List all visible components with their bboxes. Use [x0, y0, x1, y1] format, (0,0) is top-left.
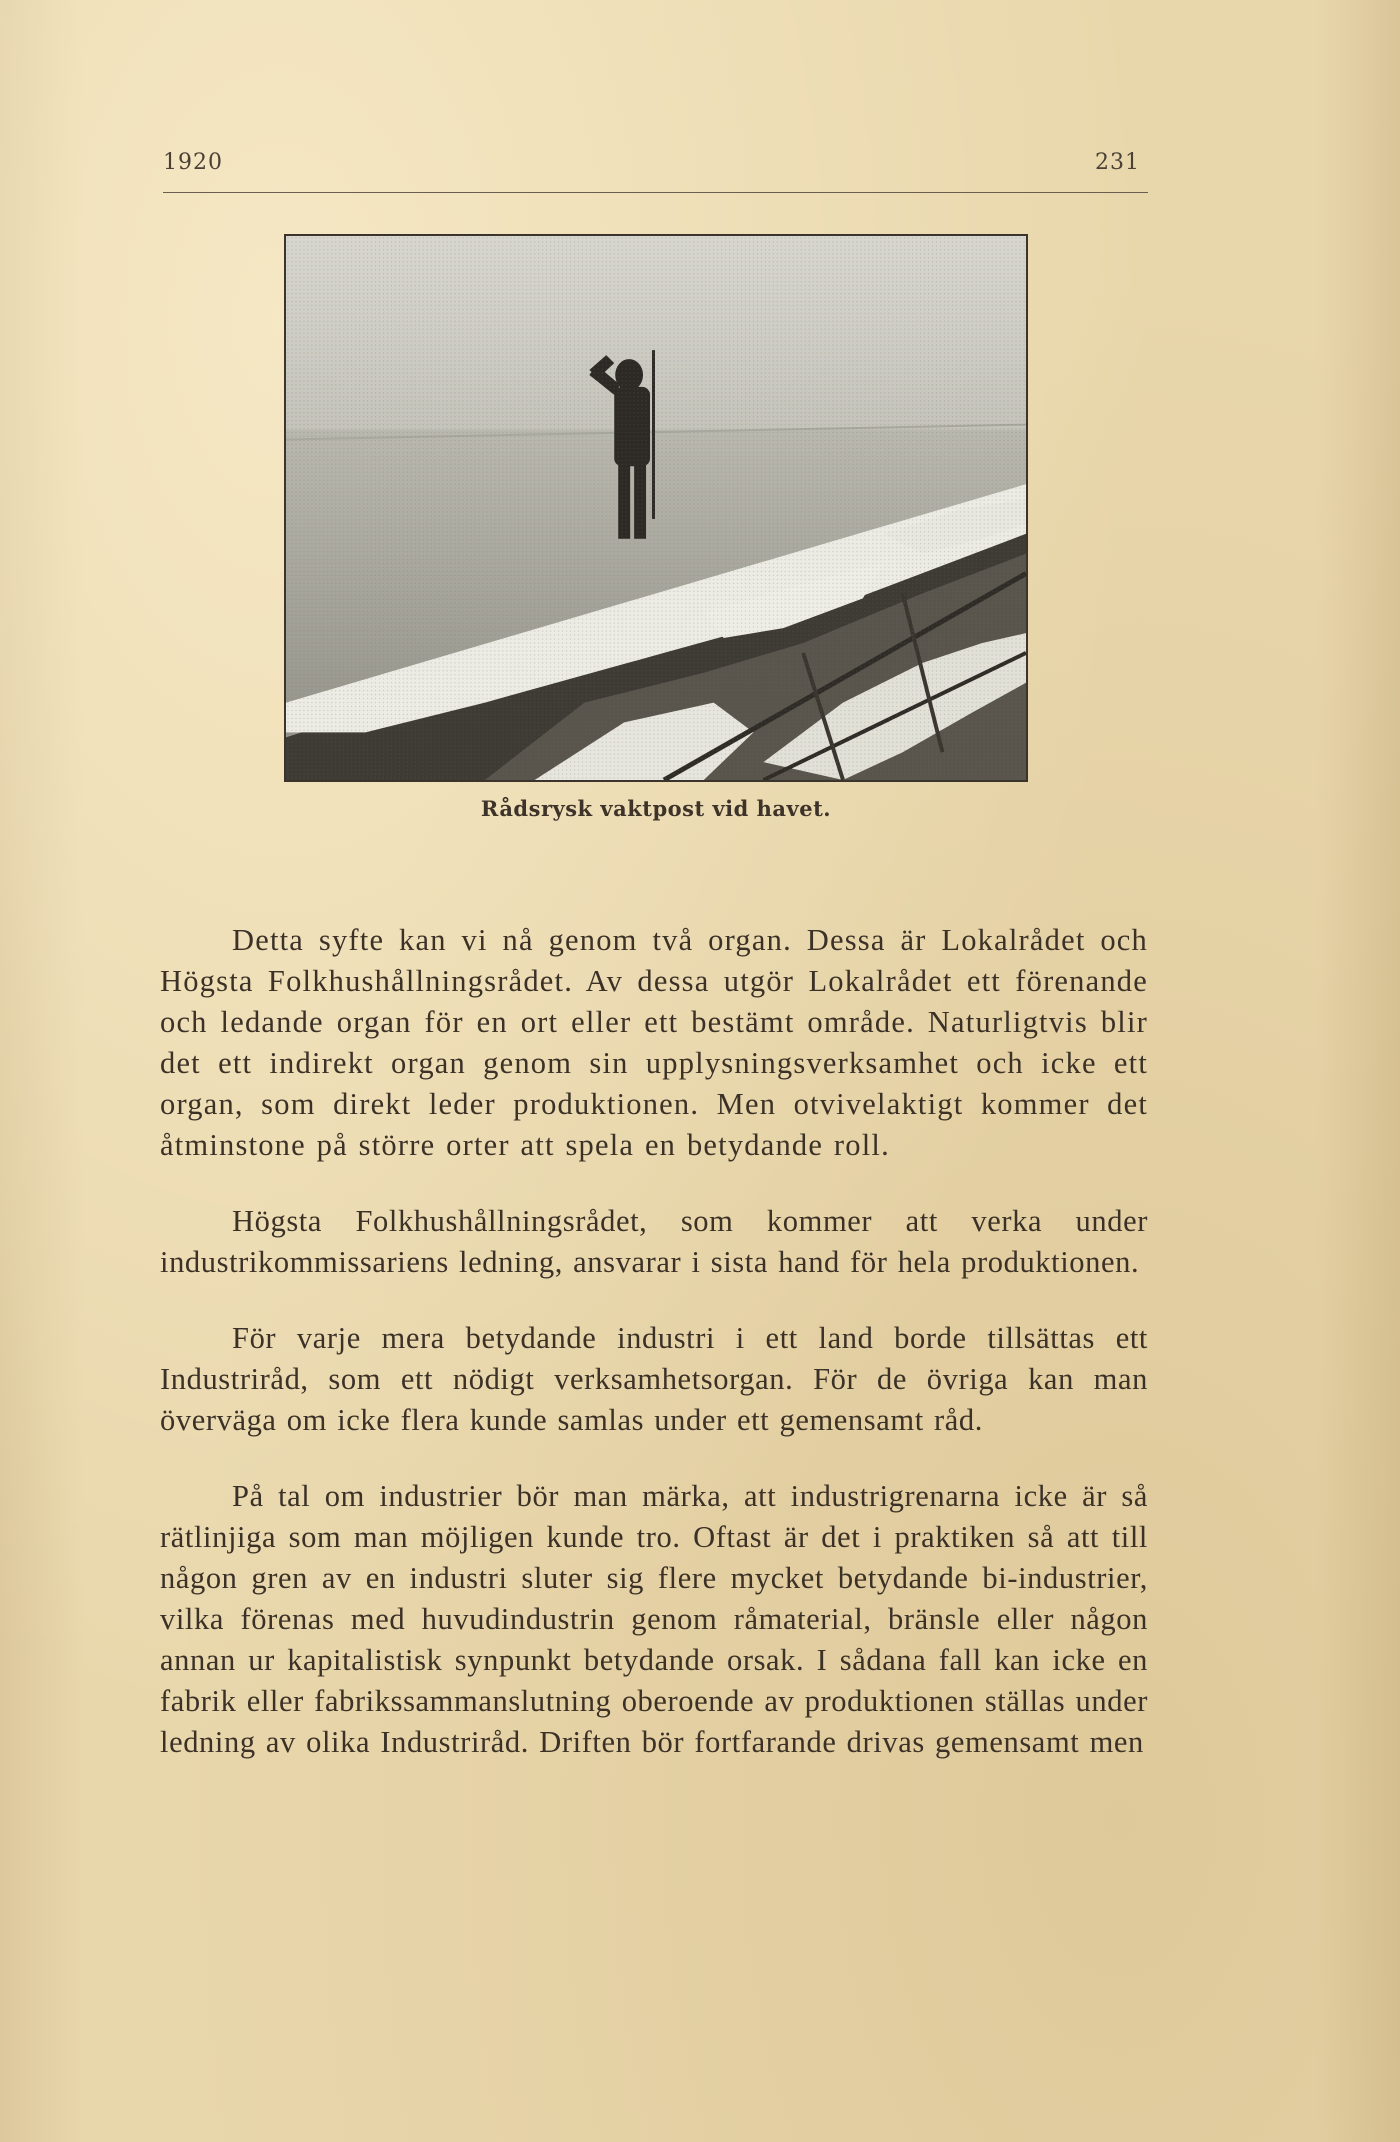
photo-guard-by-sea — [286, 236, 1026, 780]
figure-caption: Rådsrysk vaktpost vid havet. — [480, 796, 832, 821]
page-number: 231 — [1095, 150, 1140, 175]
paragraph-3: För varje mera betydande industri i ett land borde tillsättas ett Industriråd, som ett nödigt verksamhetsorgan. För de övriga kan man överväga om icke flera kunde samlas under ett gemensamt råd. — [160, 1321, 1148, 1437]
header-year: 1920 — [163, 150, 223, 175]
paragraph-2: Högsta Folkhushållningsrådet, som kommer att verka under industrikommissariens ledning, ansvarar i sista hand för hela produktionen. — [160, 1204, 1148, 1279]
body-text — [160, 920, 1148, 1798]
photograph — [284, 234, 1028, 782]
paragraph-1: Detta syfte kan vi nå genom två organ. Dessa är Lokalrådet och Högsta Folkhushållningsrådet. Av dessa utgör Lokalrådet ett förenande och ledande organ för en ort eller ett bestämt område. Naturligtvis blir det ett indirekt organ genom sin upplysningsverksamhet och icke ett organ, som direkt leder produktionen. Men otvivelaktigt kommer det åtminstone på större orter att spela en betydande roll. — [160, 923, 1148, 1162]
running-head — [163, 140, 1148, 193]
paragraph-4: På tal om industrier bör man märka, att industrigrenarna icke är så rätlinjiga som man möjligen kunde tro. Oftast är det i praktiken så att till någon gren av en industri sluter sig flere mycket betydande bi-industrier, vilka förenas med huvudindustrin genom råmaterial, bränsle eller någon annan ur kapitalistisk synpunkt betydande orsak. I sådana fall kan icke en fabrik eller fabrikssammanslutning oberoende av produktionen ställas under ledning av olika Industriråd. Driften bör fortfarande drivas gemensamt men — [160, 1479, 1148, 1759]
